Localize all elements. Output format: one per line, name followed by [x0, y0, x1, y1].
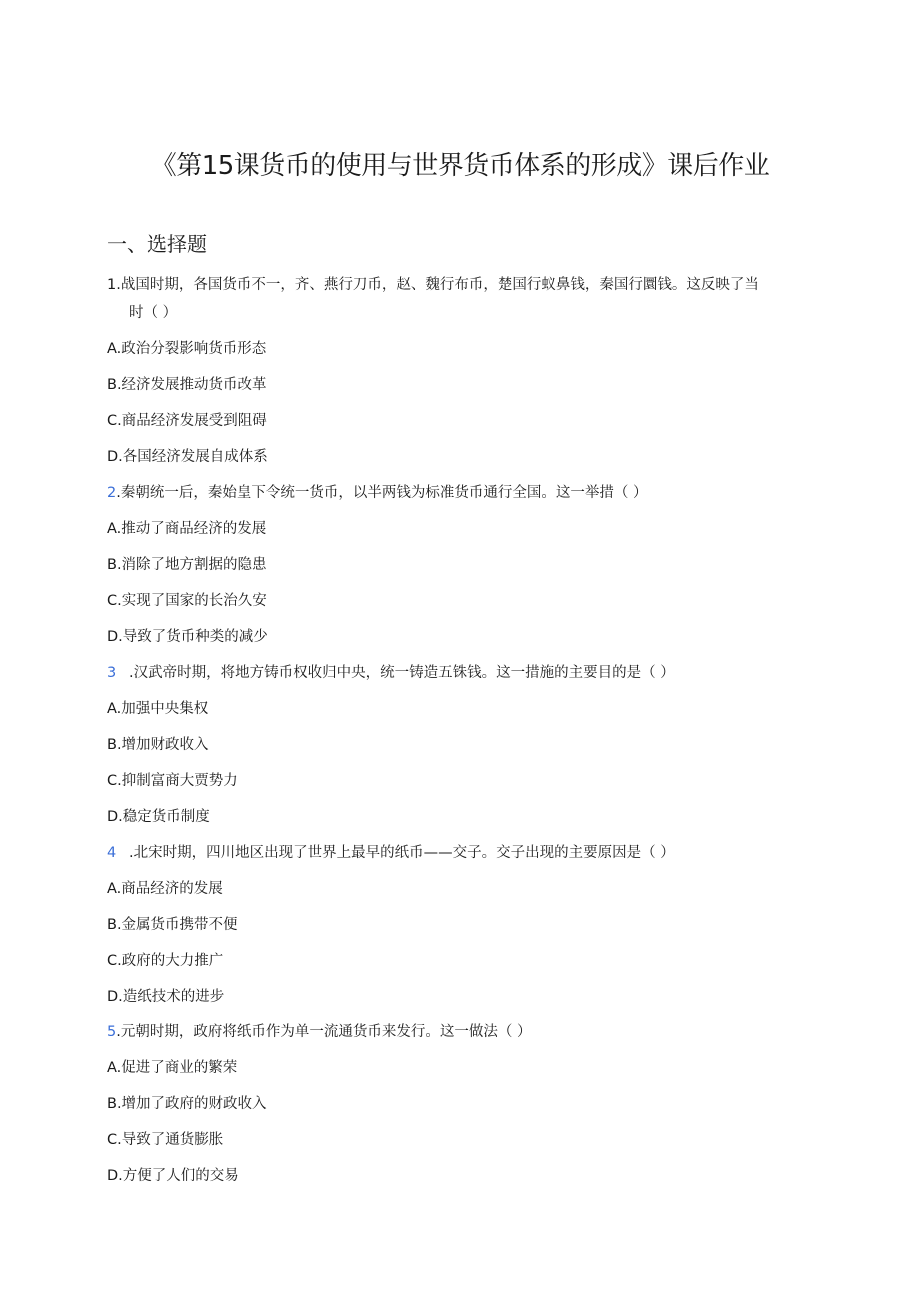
- question-5-option-d[interactable]: D.方便了人们的交易: [107, 1168, 239, 1184]
- question-5-option-b[interactable]: B.增加了政府的财政收入: [107, 1096, 267, 1112]
- question-3-option-b[interactable]: B.增加财政收入: [107, 737, 209, 753]
- question-1-option-b[interactable]: B.经济发展推动货币改革: [107, 377, 267, 393]
- question-2-option-c[interactable]: C.实现了国家的长治久安: [107, 593, 267, 609]
- question-1-text: 战国时期，各国货币不一，齐、燕行刀币，赵、魏行布币，楚国行蚁鼻钱，秦国行圜钱。这反映了当: [120, 277, 759, 293]
- question-2-stem: [107, 482, 647, 504]
- question-1-option-c[interactable]: C.商品经济发展受到阻碍: [107, 413, 267, 429]
- question-4-option-d[interactable]: D.造纸技术的进步: [107, 989, 225, 1005]
- question-2-option-b[interactable]: B.消除了地方割据的隐患: [107, 557, 267, 573]
- question-4-text: .北宋时期，四川地区出现了世界上最早的纸币——交子。交子出现的主要原因是（ ）: [129, 845, 675, 861]
- question-3-stem: [107, 662, 675, 684]
- question-1-option-a[interactable]: A.政治分裂影响货币形态: [107, 341, 267, 357]
- question-5-text: .元朝时期，政府将纸币作为单一流通货币来发行。这一做法（ ）: [116, 1024, 532, 1040]
- question-5-option-a[interactable]: A.促进了商业的繁荣: [107, 1060, 238, 1076]
- question-2-option-a[interactable]: A.推动了商品经济的发展: [107, 521, 267, 537]
- question-3-text: .汉武帝时期，将地方铸币权收归中央，统一铸造五铢钱。这一措施的主要目的是（ ）: [129, 665, 675, 681]
- question-4-option-b[interactable]: B.金属货币携带不便: [107, 917, 238, 933]
- question-3-option-d[interactable]: D.稳定货币制度: [107, 809, 210, 825]
- question-1-stem: [107, 274, 759, 296]
- question-5-stem: [107, 1021, 531, 1043]
- question-4-option-a[interactable]: A.商品经济的发展: [107, 881, 223, 897]
- question-4-stem: [107, 842, 675, 864]
- question-3-option-a[interactable]: A.加强中央集权: [107, 701, 209, 717]
- question-3-option-c[interactable]: C.抑制富商大贾势力: [107, 773, 238, 789]
- question-1-stem-continued: 时（ ）: [129, 305, 178, 321]
- question-4-option-c[interactable]: C.政府的大力推广: [107, 953, 224, 969]
- question-3-number: 3: [107, 665, 117, 681]
- question-4-number: 4: [107, 845, 117, 861]
- question-2-option-d[interactable]: D.导致了货币种类的减少: [107, 629, 268, 645]
- question-1-number: 1.: [107, 277, 121, 293]
- page-title: 《第15课货币的使用与世界货币体系的形成》课后作业: [150, 151, 770, 181]
- question-1-option-d[interactable]: D.各国经济发展自成体系: [107, 449, 268, 465]
- question-2-text: .秦朝统一后，秦始皇下令统一货币，以半两钱为标准货币通行全国。这一举措（ ）: [116, 485, 648, 501]
- section-heading: 一、选择题: [107, 232, 207, 256]
- question-5-number: 5: [107, 1024, 117, 1040]
- question-5-option-c[interactable]: C.导致了通货膨胀: [107, 1132, 224, 1148]
- question-2-number: 2: [107, 485, 117, 501]
